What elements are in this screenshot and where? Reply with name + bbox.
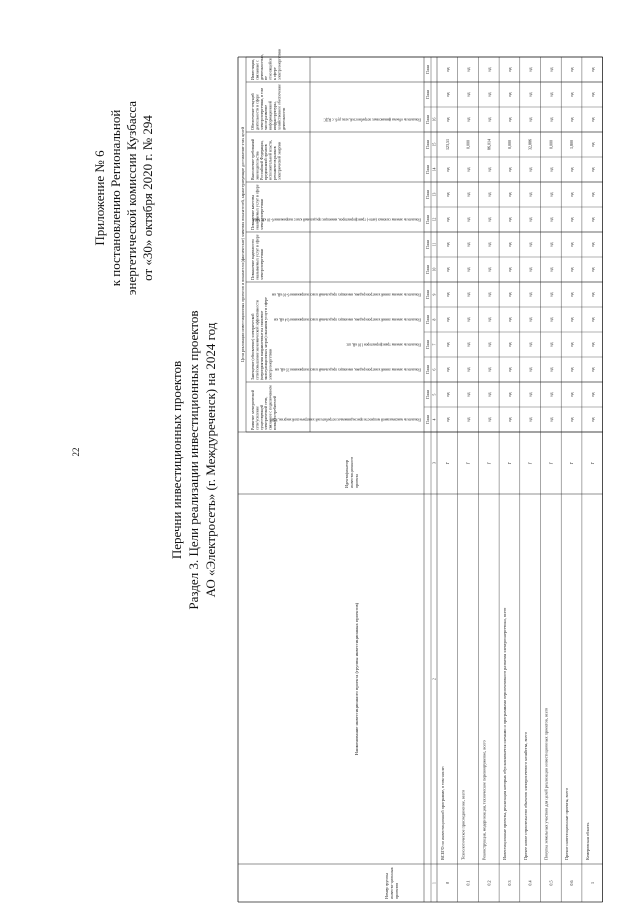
row-name: Технологическое присоединение, всего (460, 789, 466, 860)
row-value: нд (569, 242, 575, 247)
column-number: 15 (432, 142, 437, 147)
row-value: нд (548, 392, 554, 397)
row-value: 0,000 (548, 140, 554, 149)
goal-header: электроэнергетики (277, 48, 282, 80)
title-line-1: Перечни инвестиционных проектов (169, 360, 184, 560)
row-value: нд (569, 217, 575, 222)
column-number: 11 (432, 242, 437, 247)
column-number: 12 (432, 217, 437, 222)
row-value: нд (569, 167, 575, 172)
row-value: нд (527, 92, 533, 97)
row-value: нд (444, 217, 450, 222)
row-value: нд (486, 367, 492, 372)
goal-header: законодательства (255, 151, 260, 180)
row-value: нд (465, 167, 471, 172)
row-name: Инвестиционные проекты, реализация которых обуславливается схемами и программами перспективного развития электроэнергетики, всего (502, 607, 508, 860)
row-value: нд (444, 292, 450, 297)
row-value: нд (589, 367, 595, 372)
row-value: нд (444, 242, 450, 247)
plan-label: План (426, 340, 431, 349)
goal-header: электрической энергии (277, 141, 282, 180)
row-value: нд (486, 67, 492, 72)
goal-header: сети/усиление (255, 406, 260, 430)
row-value: 1,800 (569, 140, 575, 149)
title-line-2: Раздел 3. Цели реализации инвестиционных проектов (186, 310, 201, 610)
row-value: нд (444, 167, 450, 172)
row-name: Прочее новое строительство объектов электросетевого хозяйства, всего (522, 732, 528, 860)
row-value: нд (486, 267, 492, 272)
row-value: нд (527, 317, 533, 322)
row-value: нд (527, 367, 533, 372)
column-number: 13 (432, 192, 437, 197)
row-value: нд (506, 192, 512, 197)
row-value: нд (569, 367, 575, 372)
col-id-header: инвестиционного (349, 456, 354, 488)
plan-label: План (426, 215, 431, 224)
row-value: нд (569, 417, 575, 422)
row-value: нд (527, 417, 533, 422)
row-value: нд (548, 242, 554, 247)
row-value: нд (569, 117, 575, 122)
indicator-header: Показатель максимальной мощности присоединяемых потребителей электрической энергии, МВт (270, 417, 421, 422)
row-value: нд (527, 342, 533, 347)
goal-header: регламентов рынков (273, 146, 277, 180)
row-name: Покупка земельных участков для целей реализации инвестиционных проектов, всего (543, 707, 549, 860)
row-value: нд (465, 242, 471, 247)
plan-label: План (426, 315, 431, 324)
row-group-no: 0.5 (548, 880, 554, 886)
row-value: нд (589, 192, 595, 197)
column-number: 6 (432, 368, 437, 371)
goal-header: оказываемых услуг в сфере (255, 234, 260, 280)
goal-header: связанные с (255, 60, 260, 80)
row-value: нд (465, 367, 471, 372)
goal-header: электроэнергетики, в том (259, 88, 264, 130)
plan-label: План (426, 240, 431, 249)
column-number: 8 (432, 318, 437, 321)
row-value: нд (486, 192, 492, 197)
goal-header: к сфере (273, 67, 277, 80)
row-value: нд (548, 192, 554, 197)
row-group-no: 0.4 (527, 880, 533, 886)
row-group-no: 1 (589, 881, 595, 885)
row-value: нд (527, 392, 533, 397)
row-value: нд (569, 267, 575, 272)
goal-header: (мероприятия направленные на снижение (259, 310, 264, 380)
row-value: нд (548, 117, 554, 122)
row-value: нд (486, 317, 492, 322)
goal-header: деятельности в сфере (255, 94, 260, 130)
goal-header: электроэнергетики (259, 248, 264, 280)
row-value: 0,000 (465, 140, 471, 149)
row-value: нд (465, 117, 471, 122)
row-value: нд (527, 267, 533, 272)
row-value: нд (444, 267, 450, 272)
row-value: нд (569, 192, 575, 197)
appendix-line-4: от «30» октября 2020 г. № 294 (140, 115, 155, 281)
goal-header: новых потребителей (273, 395, 277, 430)
row-value: нд (527, 242, 533, 247)
row-value: нд (589, 142, 595, 147)
row-value: нд (444, 367, 450, 372)
col-id-header: проекта (354, 473, 359, 488)
page-number: 22 (71, 447, 81, 457)
row-value: нд (506, 417, 512, 422)
goal-header: числе развитие (264, 104, 269, 130)
plan-label: План (426, 140, 431, 149)
column-number: 7 (432, 343, 437, 346)
row-group-no: 0.2 (486, 880, 492, 886)
row-value: нд (465, 417, 471, 422)
col-id-header: Идентификатор (344, 460, 349, 488)
row-group-no: 0 (444, 881, 450, 885)
row-group-no: 0.6 (569, 880, 575, 886)
row-value: нд (506, 167, 512, 172)
row-id: Г (569, 461, 575, 465)
row-value: нд (506, 92, 512, 97)
column-number: 9 (432, 293, 437, 296)
row-value: 86,014 (486, 139, 492, 150)
indicator-header: Показатель замены трансформаторов 110 кВ, шт. (346, 342, 421, 347)
row-value: нд (589, 417, 595, 422)
col-group-no-header: Номер группы (384, 873, 389, 899)
goal-header: электроэнергетики (268, 348, 273, 380)
indicator-header: Показатель объема финансовых потребностей, млн. руб. с НДС (323, 117, 421, 122)
row-value: нд (486, 92, 492, 97)
row-value: нд (589, 167, 595, 172)
row-id: Г (589, 461, 595, 465)
goal-header: Инвестиции, (251, 58, 255, 80)
row-value: нд (444, 67, 450, 72)
row-value: нд (589, 67, 595, 72)
indicator-header: Показатель замены линий электропередачи, имеющих предельный класс напряжения 35 кВ, км (274, 367, 421, 372)
row-id: Г (444, 461, 450, 465)
goal-header: Замещение (обновление) электрической (251, 313, 255, 380)
row-value: нд (548, 367, 554, 372)
goal-header: электрической сети, (264, 396, 269, 430)
goal-header: Повышение качества (251, 195, 255, 230)
column-number: 4 (432, 418, 437, 421)
row-value: нд (589, 92, 595, 97)
row-value: нд (589, 117, 595, 122)
row-value: нд (569, 292, 575, 297)
goal-header: деятельностью, (259, 54, 264, 80)
row-value: нд (569, 317, 575, 322)
row-value: нд (527, 217, 533, 222)
row-value: нд (548, 217, 554, 222)
row-value: нд (589, 317, 595, 322)
row-value: нд (486, 392, 492, 397)
goal-header: хозяйственное обеспечение (277, 84, 282, 130)
appendix-title: Приложение № 6 (92, 150, 107, 246)
row-value: нд (548, 417, 554, 422)
plan-label: План (426, 365, 431, 374)
row-value: нд (569, 392, 575, 397)
row-name: Кемеровская область (584, 822, 590, 860)
col-name-header: Наименование инвестиционного проекта (группы инвестиционных проектов) (354, 602, 359, 756)
row-value: нд (506, 367, 512, 372)
appendix-line-2: к постановлению Региональной (108, 109, 123, 287)
row-value: нд (569, 92, 575, 97)
column-number: 10 (432, 267, 437, 272)
row-value: нд (506, 342, 512, 347)
row-value: нд (486, 342, 492, 347)
plan-label: План (426, 190, 431, 199)
col-group-no-header: инвести-ционных (389, 867, 394, 899)
row-value: нд (486, 167, 492, 172)
row-value: нд (506, 267, 512, 272)
row-value: нд (548, 67, 554, 72)
column-number: 3 (432, 462, 437, 464)
row-value: нд (548, 92, 554, 97)
plan-label: План (426, 65, 431, 74)
row-value: нд (444, 92, 450, 97)
row-value: нд (589, 242, 595, 247)
row-value: нд (506, 392, 512, 397)
row-group-no: 0.3 (506, 880, 512, 886)
column-number: 2 (432, 678, 437, 680)
table-header-banner: Цели реализации инвестиционных проектов и показатели (фактические) значения показателей, характеризующие достижение этих целей (240, 127, 245, 362)
row-name: ВСЕГО по инвестиционной программе, в том числе: (440, 766, 445, 860)
row-name: Прочие инвестиционные проекты, всего (564, 788, 570, 860)
goal-header: Обеспечение текущей (251, 93, 255, 130)
row-value: нд (569, 342, 575, 347)
row-id: Г (527, 461, 533, 465)
plan-label: План (426, 115, 431, 124)
row-id: Г (548, 461, 554, 465)
goal-header: электроэнергетики (259, 198, 264, 230)
indicator-header: Показатель замены силовых (авто-) трансформаторов, имеющих предельный класс напряжения 6-10 кВ, МВА (252, 217, 421, 222)
row-value: нд (506, 317, 512, 322)
row-value: нд (506, 292, 512, 297)
goal-header: сети/повышение экономической эффективности (255, 300, 260, 380)
row-value: нд (527, 167, 533, 172)
row-value: нд (527, 117, 533, 122)
row-value: нд (486, 292, 492, 297)
row-value: нд (444, 317, 450, 322)
row-value: нд (444, 342, 450, 347)
column-number: 1 (432, 882, 437, 884)
plan-label: План (426, 290, 431, 299)
row-value: нд (465, 92, 471, 97)
row-value: нд (589, 217, 595, 222)
row-value: 0,000 (506, 140, 512, 149)
row-id: Г (506, 461, 512, 465)
row-value: нд (486, 117, 492, 122)
row-value: нд (527, 192, 533, 197)
row-value: нд (548, 342, 554, 347)
goal-header: деятельности (281, 107, 286, 130)
row-value: нд (465, 342, 471, 347)
row-group-no: 0.1 (465, 880, 471, 886)
goal-header: эксплуатационных затрат) оказания услуг в сфере (264, 297, 269, 380)
row-value: нд (569, 67, 575, 72)
row-value: нд (444, 117, 450, 122)
column-number: 14 (432, 167, 437, 172)
row-name: Реконструкция, модернизация, техническое перевооружение, всего (481, 740, 487, 860)
row-value: 123,51 (444, 139, 450, 150)
row-value: нд (589, 292, 595, 297)
goal-header: существующей (259, 404, 264, 430)
indicator-header: Показатель замены линий электропередачи, имеющих предельный класс напряжения 6-10 кВ, км (271, 292, 421, 297)
row-value: нд (444, 417, 450, 422)
row-value: нд (589, 342, 595, 347)
row-id: Г (465, 461, 471, 465)
row-value: нд (486, 417, 492, 422)
row-value: нд (548, 167, 554, 172)
goal-header: относящейся (268, 58, 273, 80)
row-value: нд (548, 317, 554, 322)
row-value: нд (506, 242, 512, 247)
col-group-no-header: проектов (394, 882, 399, 899)
row-value: нд (589, 267, 595, 272)
row-value: нд (548, 267, 554, 272)
goal-header: информационной (268, 101, 273, 130)
appendix-line-3: энергетической комиссии Кузбасса (124, 100, 139, 296)
goal-header: Повышение надежности (251, 239, 255, 280)
row-value: нд (465, 317, 471, 322)
row-value: нд (444, 392, 450, 397)
goal-header: оказываемых услуг в сфере (255, 184, 260, 230)
plan-label: План (426, 90, 431, 99)
row-value: нд (444, 192, 450, 197)
goal-header: исполнительной власти, (268, 139, 273, 180)
row-value: нд (506, 217, 512, 222)
indicator-header: Показатель замены линий электропередачи, имеющих предельный класс напряжения 0,4 кВ, км (273, 317, 421, 322)
title-line-3: АО «Электросеть» (г. Междуреченск) на 2024 год (203, 322, 218, 598)
column-number: 16 (432, 117, 437, 122)
column-number: 5 (432, 393, 437, 396)
plan-label: План (426, 415, 431, 424)
goal-header: Выполнение требований (251, 139, 255, 180)
plan-label: План (426, 265, 431, 274)
row-value: нд (527, 292, 533, 297)
row-value: нд (465, 192, 471, 197)
row-value: 32,886 (527, 139, 533, 150)
plan-label: План (426, 390, 431, 399)
goal-header: Российской Федерации, (259, 140, 264, 180)
row-value: нд (465, 267, 471, 272)
row-value: нд (506, 117, 512, 122)
goal-header: инфраструктуры, (273, 101, 277, 130)
goal-header: связанное с подключением (268, 385, 273, 430)
row-value: нд (589, 392, 595, 397)
row-value: нд (548, 292, 554, 297)
goal-header: предписаний органов (264, 144, 269, 180)
row-value: нд (486, 217, 492, 222)
row-id: Г (486, 461, 492, 465)
row-value: нд (465, 67, 471, 72)
row-value: нд (465, 217, 471, 222)
goal-header: Развитие электрической (251, 390, 255, 430)
goal-header: не (264, 76, 269, 80)
row-value: нд (486, 242, 492, 247)
plan-label: План (426, 165, 431, 174)
row-value: нд (506, 67, 512, 72)
row-value: нд (465, 292, 471, 297)
row-value: нд (527, 67, 533, 72)
row-value: нд (465, 392, 471, 397)
